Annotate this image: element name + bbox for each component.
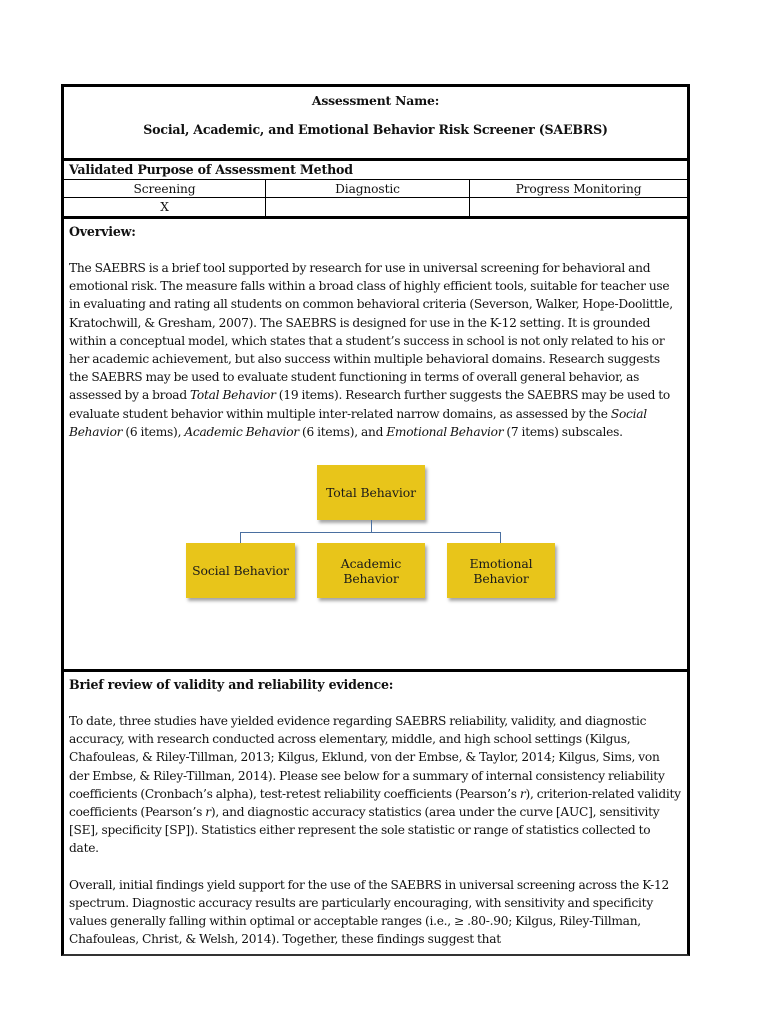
assessment-name-label: Assessment Name: [311,93,440,108]
behavior-hierarchy-diagram [69,449,682,654]
overview-paragraph: The SAEBRS is a brief tool supported by research for use in universal screening for behavioral and emotional risk. The measure falls within a broad class of highly efficient tools, suitable for teacher use in evaluating and rating all students on common behavioral criteria (Severson, Walker, Hope-Doolittle, Kratochwill, & Gresham, 2007). The SAEBRS is designed for use in the K-12 setting. It is grounded within a conceptual model, which states that a student’s success in school is not only related to his or her academic achievement, but also success within multiple behavioral domains. Research suggests the SAEBRS may be used to evaluate student functioning in terms of overall general behavior, as assessed by a broad Total Behavior (19 items). Research further suggests the SAEBRS may be used to evaluate student behavior within multiple inter-related narrow domains, as assessed by the Social Behavior (6 items), Academic Behavior (6 items), and Emotional Behavior (7 items) subscales. [69,261,673,439]
review-section [64,672,687,954]
diagram-connector-horizontal [240,532,501,533]
purpose-col-screening: Screening [64,180,266,198]
purpose-value-screening: X [64,198,266,216]
diagram-box-emotional-behavior: Emotional Behavior [447,543,555,598]
review-paragraph-1: To date, three studies have yielded evidence regarding SAEBRS reliability, validity, and diagnostic accuracy, with research conducted across elementary, middle, and high school settings (Kilgus, Chafouleas, & Riley-Tillman, 2013; Kilgus, Eklund, von der Embse, & Taylor, 2014; Kilgus, Sims, von der Embse, & Riley-Tillman, 2014). Please see below for a summary of internal consistency reliability coefficients (Cronbach’s alpha), test-retest reliability coefficients (Pearson’s r), criterion-related validity coefficients (Pearson’s r), and diagnostic accuracy statistics (area under the curve [AUC], sensitivity [SE], specificity [SP]). Statistics either represent the sole statistic or range of statistics collected to date. [69,714,681,856]
purpose-value-progress-monitoring [470,198,687,216]
assessment-title-section [64,87,687,161]
purpose-col-progress-monitoring: Progress Monitoring [470,180,687,198]
review-paragraph-2: Overall, initial findings yield support for the use of the SAEBRS in universal screening across the K-12 spectrum. Diagnostic accuracy results are particularly encouraging, with sensitivity and specificity values generally falling within optimal or acceptable ranges (i.e., ≥ .80-.90; Kilgus, Riley-Tillman, Chafouleas, Christ, & Welsh, 2014). Together, these findings suggest that [69,877,670,947]
purpose-table [64,180,687,216]
overview-heading: Overview: [69,224,136,239]
assessment-document [61,84,690,956]
diagram-connector-right [500,532,501,543]
overview-section [64,219,687,672]
assessment-name: Social, Academic, and Emotional Behavior Risk Screener (SAEBRS) [143,122,608,137]
purpose-col-diagnostic: Diagnostic [266,180,470,198]
diagram-box-academic-behavior: Academic Behavior [317,543,425,598]
review-heading: Brief review of validity and reliability evidence: [69,677,394,692]
purpose-value-diagnostic [266,198,470,216]
purpose-heading: Validated Purpose of Assessment Method [64,161,687,180]
diagram-connector-left [240,532,241,543]
diagram-box-total-behavior: Total Behavior [317,465,425,520]
diagram-box-social-behavior: Social Behavior [186,543,295,598]
purpose-section [64,161,687,219]
